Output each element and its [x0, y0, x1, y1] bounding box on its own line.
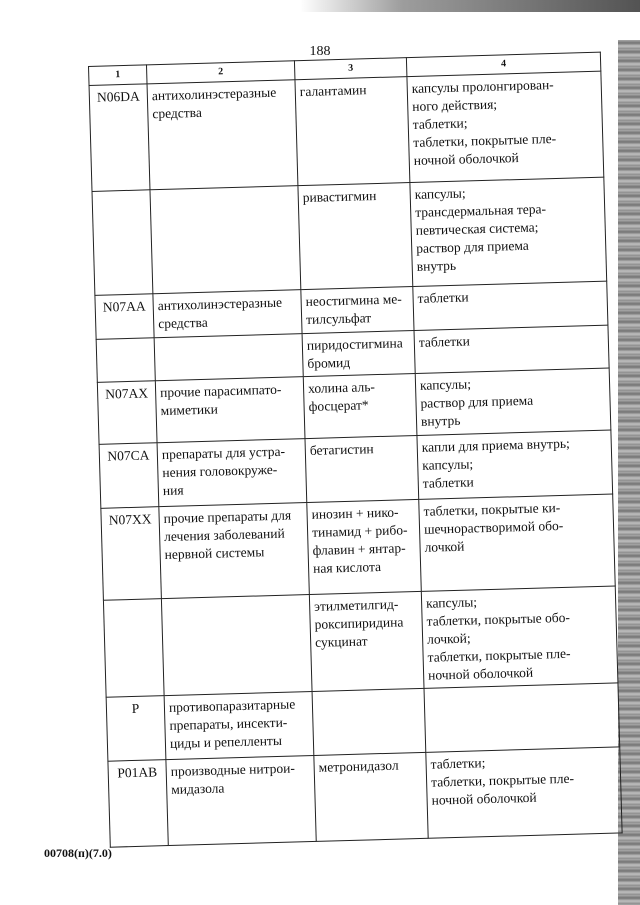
table-row	[92, 177, 607, 295]
cell-forms: таблетки	[413, 281, 608, 330]
cell-code: P01AB	[108, 760, 168, 848]
cell-code	[96, 338, 155, 383]
cell-code: N07AX	[97, 381, 157, 445]
cell-substance: инозин + нико- тинамид + рибо- флавин + янтар- ная кислота	[307, 499, 422, 594]
cell-group: антихолинэстеразные средства	[153, 290, 302, 338]
cell-substance: холина аль- фосцерат*	[303, 373, 417, 438]
page-number: 188	[309, 44, 331, 59]
cell-code	[92, 190, 153, 296]
cell-substance: галантамин	[295, 77, 410, 186]
cell-group: прочие препараты для лечения заболеваний нервной системы	[159, 503, 310, 599]
cell-forms: капсулы; трансдермальная тера- певтическая система; раствор для приема внутрь	[410, 177, 607, 286]
table-row	[89, 71, 604, 191]
cell-group	[150, 186, 301, 294]
cell-substance: ривастигмин	[298, 183, 413, 290]
cell-substance	[312, 688, 426, 755]
cell-group: антихолинэстеразные средства	[147, 80, 298, 190]
cell-code: P	[106, 696, 166, 762]
drug-table	[88, 52, 623, 848]
cell-code: N06DA	[89, 84, 150, 192]
cell-substance: этилметилгид- роксипиридина сукцинат	[309, 591, 424, 691]
cell-code: N07AA	[95, 294, 154, 340]
column-header: 3	[294, 58, 406, 80]
scan-artifact-top	[300, 0, 640, 12]
cell-forms: таблетки	[414, 325, 609, 373]
cell-forms: капли для приема внутрь; капсулы; таблетки	[417, 430, 613, 499]
table-row	[103, 586, 618, 697]
cell-forms	[424, 683, 620, 752]
cell-forms: капсулы; таблетки, покрытые обо- лочкой; таблетки, покрытые пле- ночной оболочкой	[421, 586, 618, 688]
cell-substance: метронидазол	[314, 752, 428, 841]
column-header: 1	[89, 65, 148, 86]
table-row	[108, 747, 622, 847]
column-header: 2	[146, 61, 294, 84]
cell-group: противопаразитарные препараты, инсекти- циды и репелленты	[164, 691, 314, 759]
cell-substance: пиридостигмина бромид	[302, 331, 415, 377]
column-header: 4	[406, 52, 600, 76]
document-code-footer: 00708(п)(7.0)	[44, 846, 112, 860]
scan-artifact-right-edge	[618, 40, 640, 905]
cell-group: производные нитрои- мидазола	[166, 755, 316, 845]
cell-forms: таблетки; таблетки, покрытые пле- ночной оболочкой	[426, 747, 622, 838]
table-body	[89, 71, 622, 847]
cell-code: N07CA	[99, 443, 159, 509]
cell-forms: капсулы пролонгирован- ного действия; таблетки; таблетки, покрытые пле- ночной оболочкой	[407, 71, 604, 182]
cell-forms: таблетки, покрытые ки- шечнорастворимой обо- лочкой	[419, 494, 615, 591]
cell-substance: неостигмина ме- тилсульфат	[301, 287, 414, 334]
cell-substance: бетагистин	[305, 435, 419, 502]
cell-group	[154, 334, 303, 381]
cell-forms: капсулы; раствор для приема внутрь	[415, 368, 611, 435]
cell-group: препараты для устра- нения головокруже- ния	[157, 439, 307, 507]
cell-group	[161, 595, 312, 696]
cell-code	[103, 599, 164, 698]
document-page	[88, 52, 622, 848]
cell-group: прочие парасимпато- миметики	[155, 377, 305, 443]
cell-code: N07XX	[101, 507, 162, 601]
table-row	[101, 494, 615, 600]
